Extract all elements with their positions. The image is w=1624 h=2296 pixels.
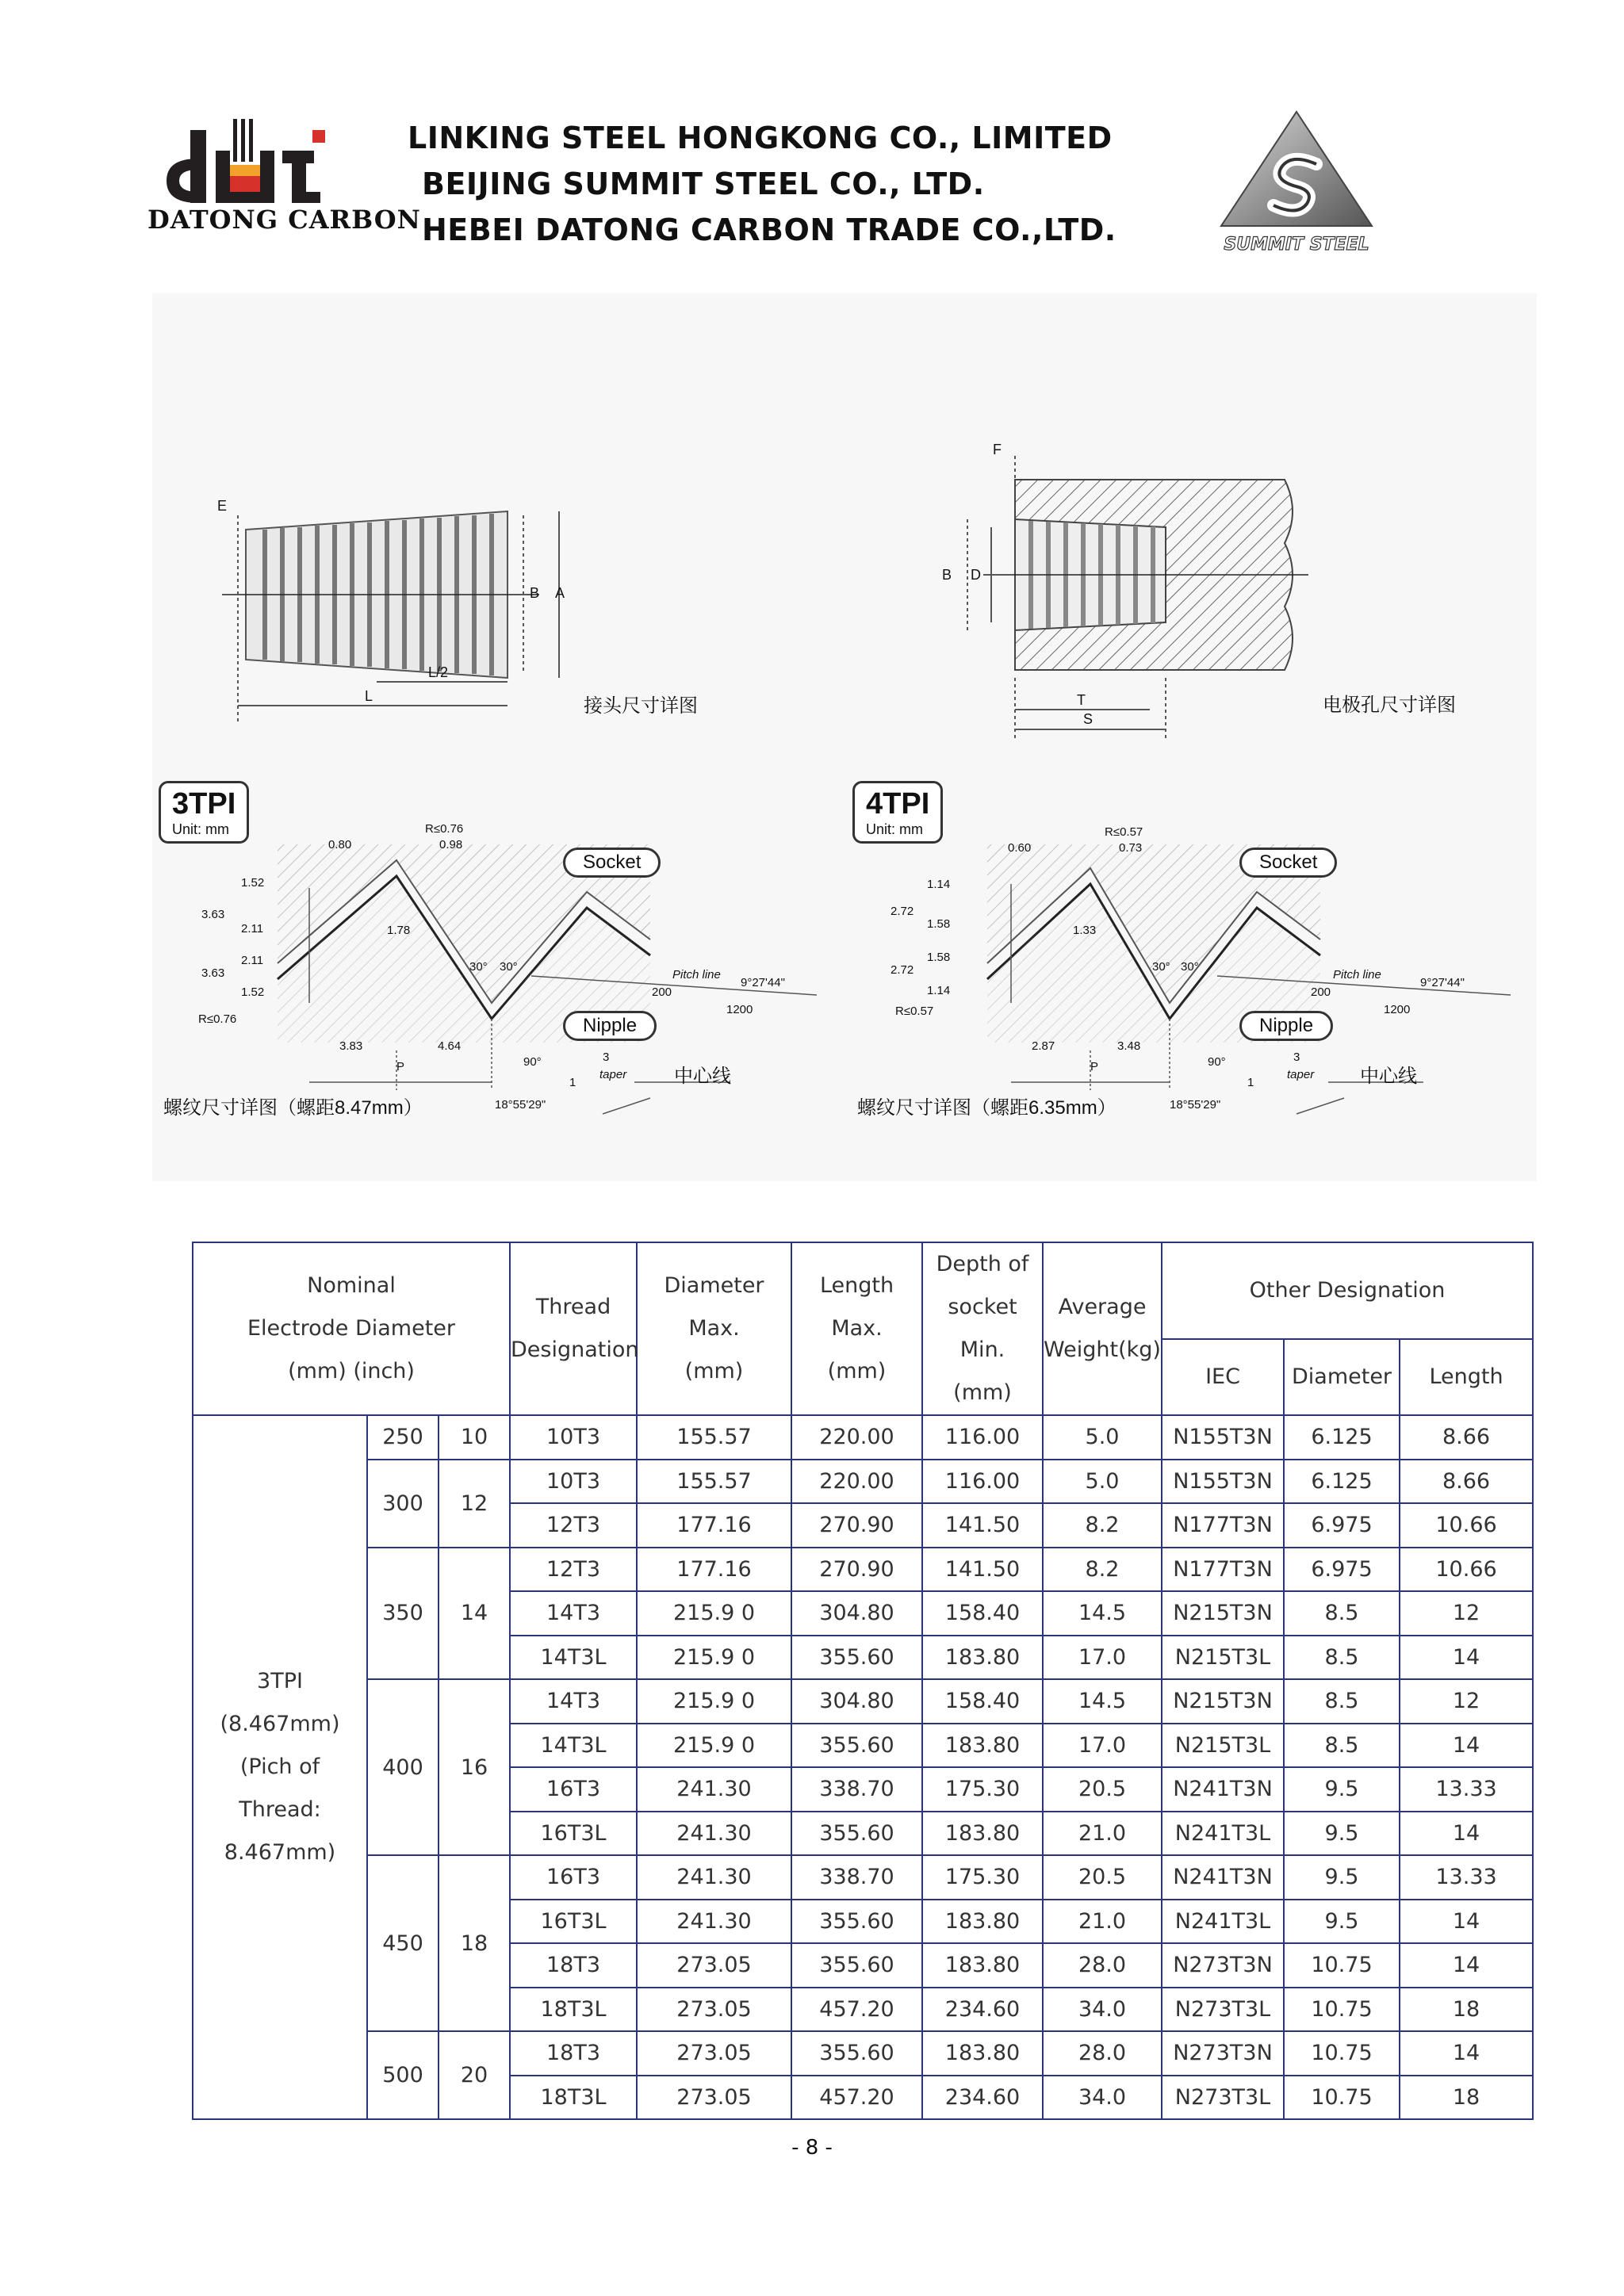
thread-designation-cell: 18T3L xyxy=(510,1988,637,2032)
header-diameter-line1: Diameter Max. xyxy=(664,1273,764,1341)
logo-caption: DATONG CARBON xyxy=(147,205,421,235)
thread3-d200: 200 xyxy=(652,985,672,999)
other-length-cell: 13.33 xyxy=(1400,1855,1533,1900)
other-length-cell: 13.33 xyxy=(1400,1767,1533,1812)
diameter-max-cell: 241.30 xyxy=(637,1767,791,1812)
group-label-cell xyxy=(193,1415,367,2119)
weight-cell: 21.0 xyxy=(1043,1900,1162,1944)
table-row xyxy=(193,1855,1533,1900)
thread3-d363a: 3.63 xyxy=(201,908,225,921)
tpi-3-label: 3TPI xyxy=(172,787,236,821)
thread-designation-cell: 10T3 xyxy=(510,1460,637,1504)
header-length xyxy=(791,1242,922,1415)
other-diameter-cell: 9.5 xyxy=(1284,1812,1400,1856)
diameter-max-cell: 155.57 xyxy=(637,1415,791,1460)
header-nominal xyxy=(193,1242,510,1415)
socket-depth-cell: 141.50 xyxy=(922,1548,1043,1592)
table-row xyxy=(193,1460,1533,1504)
nipple-label-l2: L/2 xyxy=(428,664,449,680)
length-max-cell: 304.80 xyxy=(791,1679,922,1724)
table-row xyxy=(193,1415,1533,1460)
other-diameter-cell: 9.5 xyxy=(1284,1855,1400,1900)
thread4-pitch-line: Pitch line xyxy=(1333,968,1381,982)
length-max-cell: 355.60 xyxy=(791,1943,922,1988)
weight-cell: 14.5 xyxy=(1043,1591,1162,1636)
iec-cell: N241T3L xyxy=(1162,1900,1284,1944)
thread3-a30b: 30° xyxy=(500,960,518,974)
other-diameter-cell: 10.75 xyxy=(1284,2076,1400,2120)
weight-cell: 20.5 xyxy=(1043,1855,1162,1900)
nipple-label-e: E xyxy=(217,498,228,514)
socket-depth-cell: 116.00 xyxy=(922,1415,1043,1460)
thread-designation-cell: 12T3 xyxy=(510,1503,637,1548)
other-length-cell: 8.66 xyxy=(1400,1460,1533,1504)
thread3-d464: 4.64 xyxy=(438,1039,462,1053)
other-length-cell: 18 xyxy=(1400,1988,1533,2032)
weight-cell: 8.2 xyxy=(1043,1548,1162,1592)
thread4-d060: 0.60 xyxy=(1008,841,1032,855)
socket-depth-cell: 175.30 xyxy=(922,1855,1043,1900)
socket-label-t: T xyxy=(1077,692,1086,708)
socket-depth-cell: 183.80 xyxy=(922,1943,1043,1988)
weight-cell: 34.0 xyxy=(1043,2076,1162,2120)
thread3-r1: R≤0.76 xyxy=(425,822,464,836)
thread4-a30: 30° xyxy=(1152,960,1170,974)
other-diameter-cell: 8.5 xyxy=(1284,1591,1400,1636)
thread-designation-cell: 14T3L xyxy=(510,1636,637,1680)
other-length-cell: 14 xyxy=(1400,2031,1533,2076)
socket-depth-cell: 183.80 xyxy=(922,1636,1043,1680)
thread-designation-cell: 16T3 xyxy=(510,1767,637,1812)
socket-depth-cell: 158.40 xyxy=(922,1679,1043,1724)
datong-carbon-logo xyxy=(143,119,421,238)
table-row xyxy=(193,1548,1533,1592)
socket-depth-cell: 183.80 xyxy=(922,1900,1043,1944)
weight-cell: 5.0 xyxy=(1043,1415,1162,1460)
iec-cell: N273T3L xyxy=(1162,1988,1284,2032)
length-max-cell: 355.60 xyxy=(791,1812,922,1856)
other-length-cell: 14 xyxy=(1400,1724,1533,1768)
thread4-taper: taper xyxy=(1287,1068,1315,1081)
socket-label-b: B xyxy=(942,567,952,583)
length-max-cell: 355.60 xyxy=(791,1724,922,1768)
thread-3tpi-diagram xyxy=(159,781,833,1130)
thread4-r2: R≤0.57 xyxy=(895,1004,934,1018)
thread3-a30: 30° xyxy=(469,960,488,974)
thread4-angle: 9°27'44" xyxy=(1420,976,1465,989)
thread3-caption: 螺纹尺寸详图（螺距8.47mm） xyxy=(163,1097,423,1119)
diameter-max-cell: 273.05 xyxy=(637,1988,791,2032)
thread-4tpi-diagram xyxy=(852,781,1526,1130)
thread3-nipple-label: Nipple xyxy=(563,1011,657,1041)
nominal-mm-cell: 500 xyxy=(367,2031,439,2119)
thread4-a30b: 30° xyxy=(1181,960,1199,974)
thread4-d158a: 1.58 xyxy=(927,917,951,931)
socket-label-d: D xyxy=(971,567,981,583)
length-max-cell: 457.20 xyxy=(791,1988,922,2032)
page-number: - 8 - xyxy=(791,2136,833,2160)
company-name-3: HEBEI DATONG CARBON TRADE CO.,LTD. xyxy=(422,212,1116,247)
other-length-cell: 14 xyxy=(1400,1943,1533,1988)
header-depth-line1: Depth of xyxy=(936,1252,1029,1276)
nominal-inch-cell: 14 xyxy=(439,1548,510,1680)
diameter-max-cell: 273.05 xyxy=(637,2076,791,2120)
weight-cell: 28.0 xyxy=(1043,1943,1162,1988)
thread4-r1: R≤0.57 xyxy=(1105,825,1143,839)
header-diameter-line2: (mm) xyxy=(684,1359,744,1383)
header-depth xyxy=(922,1242,1043,1415)
thread4-d114a: 1.14 xyxy=(927,878,951,891)
iec-cell: N215T3N xyxy=(1162,1591,1284,1636)
socket-depth-cell: 141.50 xyxy=(922,1503,1043,1548)
header-depth-line2: socket Min. xyxy=(948,1295,1017,1362)
diameter-max-cell: 177.16 xyxy=(637,1548,791,1592)
other-diameter-cell: 10.75 xyxy=(1284,1943,1400,1988)
diameter-max-cell: 215.9 0 xyxy=(637,1724,791,1768)
nominal-inch-cell: 10 xyxy=(439,1415,510,1460)
nipple-label-a: A xyxy=(555,585,565,601)
thread4-d133: 1.33 xyxy=(1073,924,1097,937)
thread-designation-cell: 18T3 xyxy=(510,2031,637,2076)
thread-designation-cell: 16T3 xyxy=(510,1855,637,1900)
header-iec: IEC xyxy=(1162,1339,1284,1415)
group-label-line: (Pich of xyxy=(239,1755,320,1779)
thread-designation-cell: 14T3L xyxy=(510,1724,637,1768)
weight-cell: 34.0 xyxy=(1043,1988,1162,2032)
weight-cell: 14.5 xyxy=(1043,1679,1162,1724)
table-row xyxy=(193,1679,1533,1724)
other-length-cell: 8.66 xyxy=(1400,1415,1533,1460)
other-length-cell: 10.66 xyxy=(1400,1503,1533,1548)
other-length-cell: 18 xyxy=(1400,2076,1533,2120)
group-label-line: (8.467mm) xyxy=(220,1712,340,1736)
socket-depth-cell: 116.00 xyxy=(922,1460,1043,1504)
length-max-cell: 270.90 xyxy=(791,1503,922,1548)
thread-designation-cell: 16T3L xyxy=(510,1812,637,1856)
other-diameter-cell: 8.5 xyxy=(1284,1679,1400,1724)
length-max-cell: 304.80 xyxy=(791,1591,922,1636)
header-length-line2: (mm) xyxy=(827,1359,887,1383)
datong-logo-mark xyxy=(143,119,404,206)
header-nominal-line1: Nominal xyxy=(307,1273,396,1298)
weight-cell: 5.0 xyxy=(1043,1460,1162,1504)
weight-cell: 21.0 xyxy=(1043,1812,1162,1856)
header-other-diameter: Diameter xyxy=(1284,1339,1400,1415)
nominal-inch-cell: 12 xyxy=(439,1460,510,1548)
iec-cell: N177T3N xyxy=(1162,1503,1284,1548)
nominal-mm-cell: 250 xyxy=(367,1415,439,1460)
header-nominal-line2: Electrode Diameter xyxy=(247,1316,456,1341)
group-label-line: Thread: xyxy=(239,1797,321,1822)
other-diameter-cell: 6.125 xyxy=(1284,1460,1400,1504)
thread-designation-cell: 12T3 xyxy=(510,1548,637,1592)
socket-diagram-caption: 电极孔尺寸详图 xyxy=(1323,695,1456,716)
group-label-line: 3TPI xyxy=(257,1669,303,1693)
thread4-d158b: 1.58 xyxy=(927,951,951,964)
thread3-a18: 18°55'29" xyxy=(495,1098,546,1112)
other-diameter-cell: 8.5 xyxy=(1284,1724,1400,1768)
thread4-one: 1 xyxy=(1247,1076,1254,1089)
thread3-d152b: 1.52 xyxy=(241,985,265,999)
diameter-max-cell: 273.05 xyxy=(637,2031,791,2076)
socket-depth-cell: 158.40 xyxy=(922,1591,1043,1636)
thread3-d211a: 2.11 xyxy=(241,922,264,936)
thread4-d114b: 1.14 xyxy=(927,984,951,997)
thread4-d272b: 2.72 xyxy=(891,963,914,977)
thread4-d348: 3.48 xyxy=(1117,1039,1141,1053)
header-other-length: Length xyxy=(1400,1339,1533,1415)
thread-designation-cell: 16T3L xyxy=(510,1900,637,1944)
thread3-d178: 1.78 xyxy=(387,924,411,937)
iec-cell: N241T3N xyxy=(1162,1767,1284,1812)
other-diameter-cell: 10.75 xyxy=(1284,1988,1400,2032)
weight-cell: 28.0 xyxy=(1043,2031,1162,2076)
thread4-d200: 200 xyxy=(1311,985,1331,999)
thread4-a90: 90° xyxy=(1208,1055,1226,1069)
thread3-three: 3 xyxy=(603,1050,610,1064)
weight-cell: 17.0 xyxy=(1043,1636,1162,1680)
length-max-cell: 355.60 xyxy=(791,1636,922,1680)
nominal-mm-cell: 400 xyxy=(367,1679,439,1855)
nipple-socket-size-table xyxy=(192,1242,1534,2120)
thread3-pitch-line: Pitch line xyxy=(672,968,721,982)
thread3-taper: taper xyxy=(599,1068,627,1081)
summit-steel-logo xyxy=(1213,107,1380,258)
header-weight xyxy=(1043,1242,1162,1415)
nominal-mm-cell: 300 xyxy=(367,1460,439,1548)
other-diameter-cell: 6.975 xyxy=(1284,1503,1400,1548)
header-depth-line3: (mm) xyxy=(953,1380,1012,1405)
other-diameter-cell: 6.975 xyxy=(1284,1548,1400,1592)
header-nominal-line3: (mm) (inch) xyxy=(288,1359,415,1383)
socket-depth-cell: 183.80 xyxy=(922,1724,1043,1768)
other-length-cell: 12 xyxy=(1400,1591,1533,1636)
other-length-cell: 14 xyxy=(1400,1636,1533,1680)
nominal-inch-cell: 20 xyxy=(439,2031,510,2119)
tpi-4-unit: Unit: mm xyxy=(866,821,923,837)
other-length-cell: 14 xyxy=(1400,1812,1533,1856)
other-length-cell: 10.66 xyxy=(1400,1548,1533,1592)
socket-depth-cell: 234.60 xyxy=(922,2076,1043,2120)
nominal-inch-cell: 16 xyxy=(439,1679,510,1855)
thread4-a18: 18°55'29" xyxy=(1170,1098,1221,1112)
tpi-4-badge xyxy=(852,781,943,844)
other-diameter-cell: 6.125 xyxy=(1284,1415,1400,1460)
iec-cell: N273T3L xyxy=(1162,2076,1284,2120)
nominal-inch-cell: 18 xyxy=(439,1855,510,2031)
nipple-label-b: B xyxy=(530,585,540,601)
nominal-mm-cell: 450 xyxy=(367,1855,439,2031)
length-max-cell: 457.20 xyxy=(791,2076,922,2120)
thread3-d098: 0.98 xyxy=(439,838,463,851)
header-thread-line1: Thread xyxy=(535,1295,611,1319)
thread-designation-cell: 14T3 xyxy=(510,1679,637,1724)
thread-designation-cell: 18T3L xyxy=(510,2076,637,2120)
iec-cell: N215T3L xyxy=(1162,1724,1284,1768)
other-length-cell: 14 xyxy=(1400,1900,1533,1944)
thread4-three: 3 xyxy=(1293,1050,1300,1064)
other-diameter-cell: 9.5 xyxy=(1284,1900,1400,1944)
nipple-label-l: L xyxy=(365,688,373,704)
company-name-2: BEIJING SUMMIT STEEL CO., LTD. xyxy=(422,166,985,201)
thread4-caption: 螺纹尺寸详图（螺距6.35mm） xyxy=(857,1097,1116,1119)
length-max-cell: 220.00 xyxy=(791,1415,922,1460)
thread4-d073: 0.73 xyxy=(1119,841,1143,855)
length-max-cell: 355.60 xyxy=(791,1900,922,1944)
diameter-max-cell: 215.9 0 xyxy=(637,1591,791,1636)
company-name-1: LINKING STEEL HONGKONG CO., LIMITED xyxy=(408,121,1113,155)
thread3-r2: R≤0.76 xyxy=(198,1012,237,1026)
thread3-center-line: 中心线 xyxy=(674,1066,731,1087)
iec-cell: N273T3N xyxy=(1162,1943,1284,1988)
length-max-cell: 220.00 xyxy=(791,1460,922,1504)
header-thread xyxy=(510,1242,637,1415)
thread4-socket-label: Socket xyxy=(1239,848,1337,878)
thread4-center-line: 中心线 xyxy=(1360,1066,1417,1087)
table-header-row-1 xyxy=(193,1242,1533,1339)
diameter-max-cell: 241.30 xyxy=(637,1855,791,1900)
socket-dimension-diagram xyxy=(936,440,1507,749)
other-diameter-cell: 9.5 xyxy=(1284,1767,1400,1812)
other-diameter-cell: 8.5 xyxy=(1284,1636,1400,1680)
table-body xyxy=(193,1415,1533,2119)
thread3-d211b: 2.11 xyxy=(241,954,264,967)
socket-depth-cell: 175.30 xyxy=(922,1767,1043,1812)
diameter-max-cell: 155.57 xyxy=(637,1460,791,1504)
length-max-cell: 270.90 xyxy=(791,1548,922,1592)
socket-label-s: S xyxy=(1083,711,1094,727)
thread3-d1200: 1200 xyxy=(726,1003,753,1016)
socket-depth-cell: 183.80 xyxy=(922,1812,1043,1856)
iec-cell: N155T3N xyxy=(1162,1415,1284,1460)
tpi-4-label: 4TPI xyxy=(866,787,930,821)
tpi-3-unit: Unit: mm xyxy=(172,821,229,837)
thread3-d363b: 3.63 xyxy=(201,966,225,980)
other-diameter-cell: 10.75 xyxy=(1284,2031,1400,2076)
other-length-cell: 12 xyxy=(1400,1679,1533,1724)
header-diameter xyxy=(637,1242,791,1415)
thread-designation-cell: 10T3 xyxy=(510,1415,637,1460)
group-label-line: 8.467mm) xyxy=(224,1840,336,1865)
thread3-angle: 9°27'44" xyxy=(741,976,785,989)
diameter-max-cell: 215.9 0 xyxy=(637,1636,791,1680)
thread3-a90: 90° xyxy=(523,1055,542,1069)
header-weight-line2: Weight(kg) xyxy=(1044,1337,1161,1362)
length-max-cell: 338.70 xyxy=(791,1855,922,1900)
diameter-max-cell: 177.16 xyxy=(637,1503,791,1548)
length-max-cell: 338.70 xyxy=(791,1767,922,1812)
tpi-3-badge xyxy=(159,781,249,844)
iec-cell: N241T3N xyxy=(1162,1855,1284,1900)
nipple-diagram-caption: 接头尺寸详图 xyxy=(584,695,698,717)
weight-cell: 17.0 xyxy=(1043,1724,1162,1768)
iec-cell: N177T3N xyxy=(1162,1548,1284,1592)
thread3-d152a: 1.52 xyxy=(241,876,265,890)
diameter-max-cell: 241.30 xyxy=(637,1812,791,1856)
thread3-d383: 3.83 xyxy=(339,1039,363,1053)
iec-cell: N215T3L xyxy=(1162,1636,1284,1680)
nominal-mm-cell: 350 xyxy=(367,1548,439,1680)
socket-depth-cell: 183.80 xyxy=(922,2031,1043,2076)
diameter-max-cell: 273.05 xyxy=(637,1943,791,1988)
diameter-max-cell: 215.9 0 xyxy=(637,1679,791,1724)
thread4-d272a: 2.72 xyxy=(891,905,914,918)
table-row xyxy=(193,2031,1533,2076)
thread3-one: 1 xyxy=(569,1076,576,1089)
iec-cell: N215T3N xyxy=(1162,1679,1284,1724)
length-max-cell: 355.60 xyxy=(791,2031,922,2076)
header-other-designation: Other Designation xyxy=(1162,1242,1533,1339)
header-length-line1: Length Max. xyxy=(819,1273,894,1341)
thread3-d080: 0.80 xyxy=(328,838,352,851)
thread3-socket-label: Socket xyxy=(563,848,661,878)
weight-cell: 20.5 xyxy=(1043,1767,1162,1812)
weight-cell: 8.2 xyxy=(1043,1503,1162,1548)
socket-label-f: F xyxy=(993,442,1002,457)
thread-designation-cell: 18T3 xyxy=(510,1943,637,1988)
header-thread-line2: Designation xyxy=(511,1337,639,1362)
thread4-d287: 2.87 xyxy=(1032,1039,1055,1053)
thread-designation-cell: 14T3 xyxy=(510,1591,637,1636)
iec-cell: N241T3L xyxy=(1162,1812,1284,1856)
thread3-p: P xyxy=(396,1060,405,1073)
socket-depth-cell: 234.60 xyxy=(922,1988,1043,2032)
diameter-max-cell: 241.30 xyxy=(637,1900,791,1944)
iec-cell: N155T3N xyxy=(1162,1460,1284,1504)
summit-logo-text: SUMMIT STEEL xyxy=(1224,235,1369,254)
iec-cell: N273T3N xyxy=(1162,2031,1284,2076)
thread4-nipple-label: Nipple xyxy=(1239,1011,1333,1041)
thread4-d1200: 1200 xyxy=(1384,1003,1411,1016)
nipple-dimension-diagram xyxy=(206,492,761,729)
thread4-p: P xyxy=(1090,1060,1099,1073)
header-weight-line1: Average xyxy=(1058,1295,1147,1319)
